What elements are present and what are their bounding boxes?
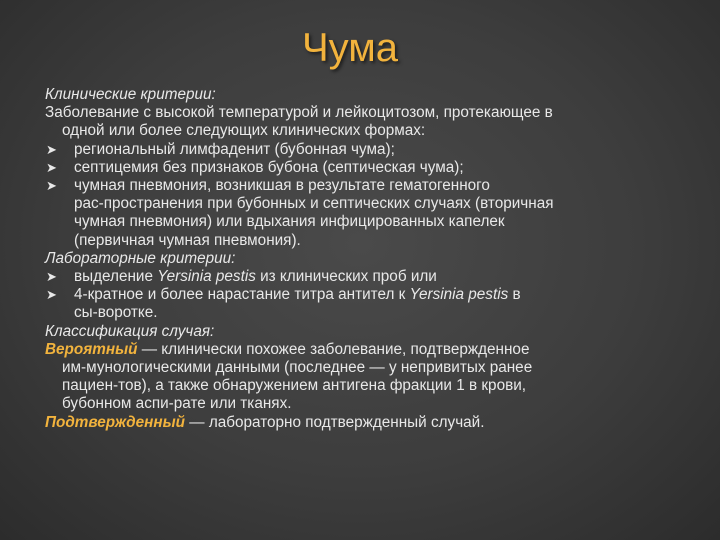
lab-item-2-line2: сы-воротке.: [74, 304, 158, 322]
lab-item-2-post: в: [508, 286, 521, 304]
clinical-item-2-text: септицемия без признаков бубона (септическая чума);: [74, 158, 464, 176]
probable-text-line4: бубонном аспи-рате или тканях.: [62, 395, 292, 413]
lab-item-1-post: из клинических проб или: [255, 268, 437, 286]
probable-text-line2: им-мунологическими данными (последнее — у непривитых ранее: [62, 359, 533, 377]
confirmed-text: — лабораторно подтвержденный случай.: [185, 413, 485, 431]
case-classification-heading: Классификация случая:: [45, 322, 215, 340]
probable-text-line3: пациен-тов), а также обнаружением антигена фракции 1 в крови,: [62, 377, 526, 395]
lab-item-2-species: Yersinia pestis: [409, 286, 509, 304]
probable-label: Вероятный: [45, 340, 138, 358]
lab-item-1-pre: выделение: [74, 268, 158, 286]
arrow-bullet-icon: ➤: [46, 141, 57, 157]
probable-text-line1: — клинически похожее заболевание, подтвержденное: [137, 340, 530, 358]
clinical-item-1: [45, 141, 685, 159]
lab-item-1-species: Yersinia pestis: [157, 268, 256, 286]
probable-case: [45, 341, 685, 359]
slide-content: [45, 86, 685, 432]
clinical-item-3-line3: чумная пневмония) или вдыхания инфицированных капелек: [74, 213, 505, 231]
arrow-bullet-icon: ➤: [46, 178, 57, 194]
lab-criteria-heading: Лабораторные критерии:: [45, 249, 236, 267]
clinical-item-3-line2: рас-пространения при бубонных и септических случаях (вторичная: [74, 195, 554, 213]
confirmed-label: Подтвержденный: [45, 413, 186, 431]
clinical-item-3-line1: чумная пневмония, возникшая в результате гематогенного: [74, 177, 490, 195]
clinical-criteria-heading: Клинические критерии:: [45, 86, 216, 103]
lab-item-2-pre: 4-кратное и более нарастание титра антител к: [74, 286, 410, 304]
confirmed-case: [45, 414, 685, 432]
lab-item-1: [45, 268, 685, 286]
clinical-item-3-line4: (первичная чумная пневмония).: [74, 231, 301, 249]
arrow-bullet-icon: ➤: [46, 287, 57, 303]
clinical-intro-line1: Заболевание с высокой температурой и лейкоцитозом, протекающее в: [45, 104, 553, 122]
clinical-item-2: [45, 159, 685, 177]
clinical-item-3: [45, 177, 685, 250]
arrow-bullet-icon: ➤: [46, 269, 57, 285]
clinical-item-1-text: региональный лимфаденит (бубонная чума);: [74, 140, 395, 158]
arrow-bullet-icon: ➤: [46, 159, 57, 175]
lab-item-2: [45, 286, 685, 322]
slide-title: Чума: [302, 26, 398, 70]
clinical-intro-line2: одной или более следующих клинических формах:: [62, 122, 426, 140]
